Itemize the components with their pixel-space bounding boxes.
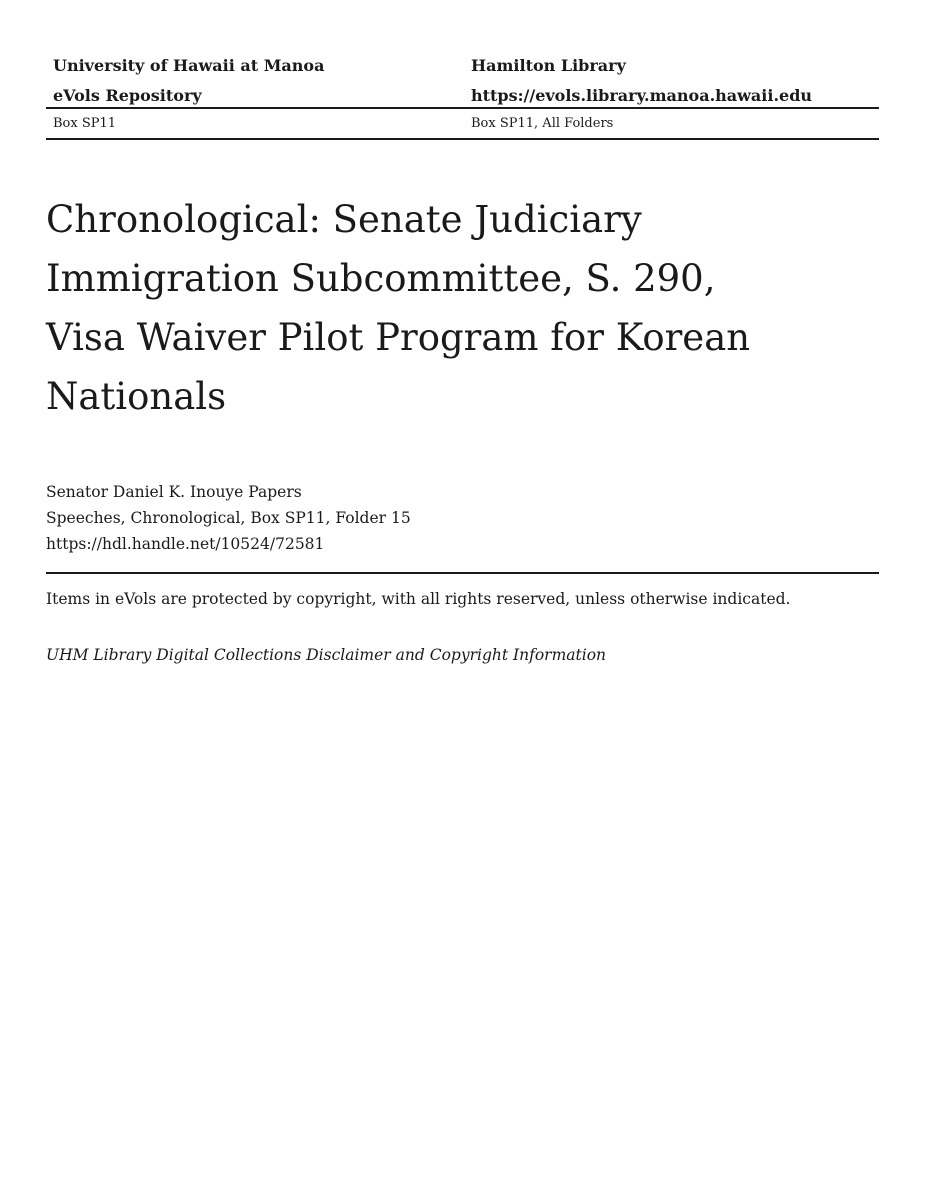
- header-box-row: [46, 109, 879, 140]
- document-title: Chronological: Senate Judiciary Immigration Subcommittee, S. 290, Visa Waiver Pilot Program for Korean Nationals: [46, 198, 751, 418]
- header-info-row: [46, 52, 879, 109]
- copyright-notice: Items in eVols are protected by copyright, with all rights reserved, unless otherwise indicated.: [46, 590, 791, 608]
- divider: [46, 572, 879, 574]
- box-folders-label: Box SP11, All Folders: [471, 115, 614, 131]
- collection-name: Senator Daniel K. Inouye Papers: [46, 483, 302, 501]
- repository-url[interactable]: https://evols.library.manoa.hawaii.edu: [471, 86, 813, 105]
- folder-location: Speeches, Chronological, Box SP11, Folder 15: [46, 509, 411, 527]
- handle-link[interactable]: https://hdl.handle.net/10524/72581: [46, 535, 325, 553]
- disclaimer-link[interactable]: UHM Library Digital Collections Disclaimer and Copyright Information: [46, 646, 607, 664]
- institution-name: University of Hawaii at Manoa: [53, 56, 325, 75]
- document-metadata: [46, 479, 411, 557]
- header-table: [46, 52, 879, 140]
- box-label: Box SP11: [53, 115, 117, 131]
- repository-name: eVols Repository: [53, 86, 202, 105]
- library-name: Hamilton Library: [471, 56, 626, 75]
